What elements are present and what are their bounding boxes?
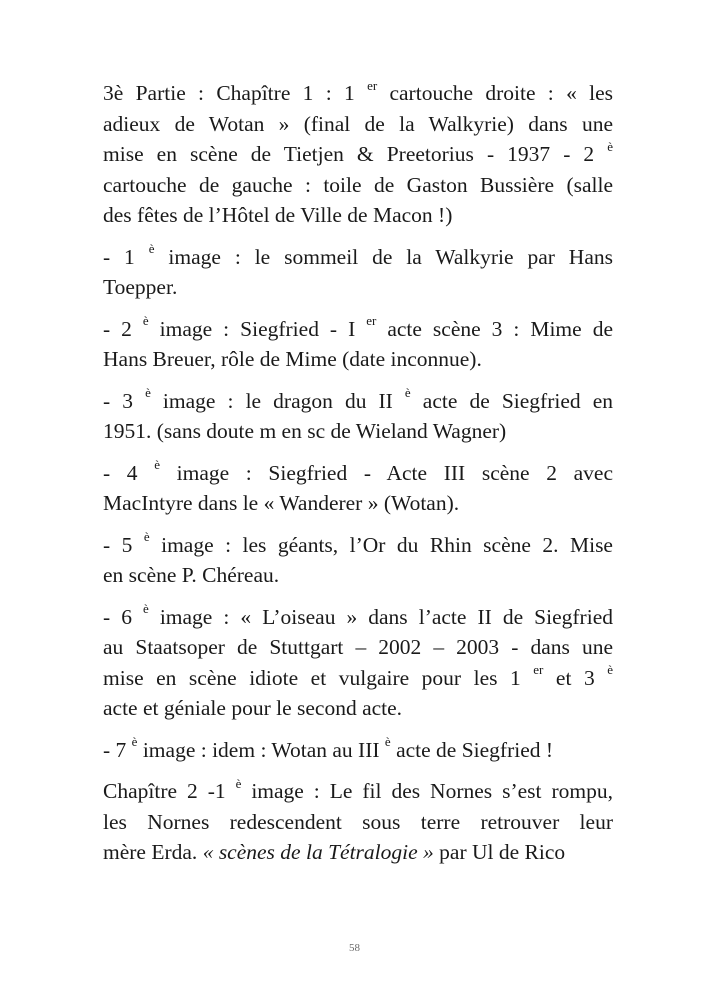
paragraph <box>103 602 613 724</box>
paragraph <box>103 386 613 447</box>
paragraph <box>103 735 613 766</box>
text-line <box>103 344 613 375</box>
text-run: Hans Breuer, rôle de Mime (date inconnue). <box>103 347 482 371</box>
text-run: Chapître 2 -1 <box>103 779 236 803</box>
text-line <box>103 735 613 766</box>
text-run: cartouche de gauche : toile de Gaston Bussière (salle <box>103 172 613 197</box>
text-run: - 3 <box>103 388 146 413</box>
ordinal-superscript: è <box>143 529 150 545</box>
text-run: et 3 <box>543 665 608 690</box>
text-run: image : les géants, l’Or du Rhin scène 2. Mise <box>149 532 613 557</box>
text-line <box>103 416 613 447</box>
text-run: acte de Siegfried en <box>410 388 613 413</box>
text-line <box>103 109 613 140</box>
text-run: Toepper. <box>103 275 178 299</box>
text-run: - 6 <box>103 604 143 629</box>
text-run: - 7 <box>103 737 132 762</box>
text-line <box>103 488 613 519</box>
text-run: image : Siegfried - I <box>148 316 367 341</box>
text-run: cartouche droite : « les <box>377 81 614 105</box>
ordinal-superscript: è <box>145 385 151 401</box>
text-line <box>103 200 613 231</box>
paragraph <box>103 530 613 591</box>
text-line <box>103 170 613 201</box>
ordinal-superscript: è <box>142 313 149 329</box>
text-line <box>103 776 613 807</box>
ordinal-superscript: è <box>384 734 391 750</box>
text-run: au Staatsoper de Stuttgart – 2002 – 2003 - dans une <box>103 635 613 659</box>
text-line <box>103 602 613 633</box>
text-line <box>103 560 613 591</box>
text-run: - 2 <box>103 316 143 341</box>
text-run: acte scène 3 : Mime de <box>376 316 613 341</box>
text-line <box>103 458 613 489</box>
text-line <box>103 242 613 273</box>
text-run: - 1 <box>103 244 149 269</box>
ordinal-superscript: è <box>148 241 155 257</box>
text-run: mise en scène idiote et vulgaire pour les 1 <box>103 665 534 690</box>
document-body <box>103 78 613 879</box>
text-line <box>103 272 613 303</box>
text-run: acte de Siegfried ! <box>390 737 554 762</box>
text-run: par Ul de Rico <box>433 840 566 864</box>
text-run: mère Erda. <box>103 840 203 864</box>
ordinal-superscript: è <box>404 385 411 401</box>
text-run: - 4 <box>103 460 155 485</box>
text-run: les Nornes redescendent sous terre retrouver leur <box>103 809 613 834</box>
text-run: MacIntyre dans le « Wanderer » (Wotan). <box>103 491 460 515</box>
text-run: 3è Partie : Chapître 1 : 1 <box>103 81 368 105</box>
text-line <box>103 314 613 345</box>
text-run: des fêtes de l’Hôtel de Ville de Macon !) <box>103 203 453 227</box>
paragraph <box>103 78 613 231</box>
paragraph <box>103 242 613 303</box>
text-line <box>103 837 613 868</box>
text-line <box>103 78 613 109</box>
text-run: 1951. (sans doute m en sc de Wieland Wagner) <box>103 419 507 443</box>
text-line <box>103 807 613 838</box>
text-run: mise en scène de Tietjen & Preetorius - 1937 - 2 <box>103 142 608 166</box>
page-number: 58 <box>349 942 360 954</box>
ordinal-superscript: è <box>607 138 613 154</box>
paragraph <box>103 458 613 519</box>
text-line <box>103 139 613 170</box>
text-line <box>103 663 613 694</box>
ordinal-superscript: er <box>367 77 378 93</box>
ordinal-superscript: è <box>143 601 149 617</box>
text-run: adieux de Wotan » (final de la Walkyrie) dans une <box>103 111 613 136</box>
text-line <box>103 632 613 663</box>
italic-title: « scènes de la Tétralogie » <box>202 840 434 864</box>
text-run: image : idem : Wotan au III <box>137 737 385 762</box>
ordinal-superscript: è <box>154 457 160 473</box>
text-line <box>103 530 613 561</box>
text-run: image : Le fil des Nornes s’est rompu, <box>241 779 613 803</box>
ordinal-superscript: er <box>366 313 377 329</box>
text-run: image : le dragon du II <box>150 388 405 413</box>
text-line <box>103 386 613 417</box>
text-run: image : « L’oiseau » dans l’acte II de Siegfried <box>148 604 613 629</box>
ordinal-superscript: è <box>607 662 613 678</box>
text-run: - 5 <box>103 532 144 557</box>
text-run: en scène P. Chéreau. <box>103 563 280 587</box>
text-run: acte et géniale pour le second acte. <box>103 696 403 720</box>
text-run: image : Siegfried - Acte III scène 2 avec <box>159 460 613 485</box>
text-line <box>103 693 613 724</box>
ordinal-superscript: è <box>235 775 242 791</box>
ordinal-superscript: è <box>131 734 138 750</box>
paragraph <box>103 314 613 375</box>
paragraph <box>103 776 613 868</box>
text-run: image : le sommeil de la Walkyrie par Hans <box>154 244 613 269</box>
ordinal-superscript: er <box>533 662 544 678</box>
